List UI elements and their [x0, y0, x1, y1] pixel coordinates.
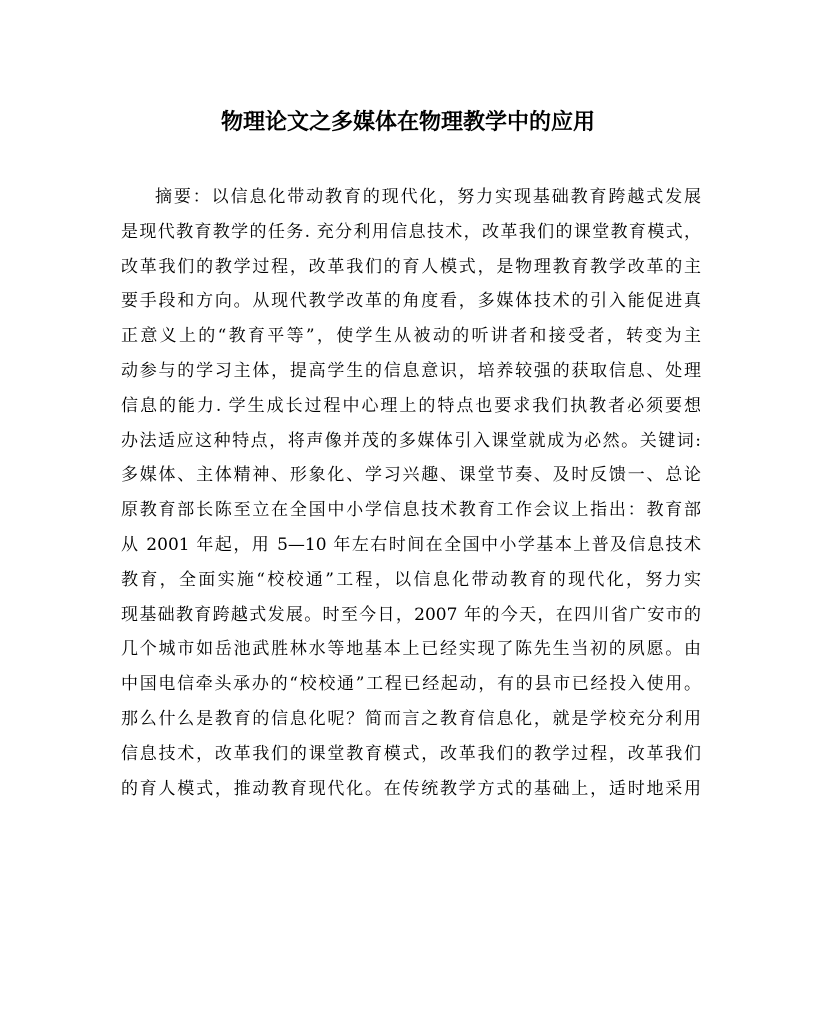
- body-line: 要手段和方向。从现代教学改革的角度看，多媒体技术的引入能促进真: [121, 291, 701, 312]
- body-line: 正意义上的“教育平等”，使学生从被动的听讲者和接受者，转变为主: [121, 326, 701, 347]
- body-line: 原教育部长陈至立在全国中小学信息技术教育工作会议上指出：教育部: [121, 500, 701, 521]
- body-line: 摘要：以信息化带动教育的现代化，努力实现基础教育跨越式发展: [155, 187, 701, 207]
- body-line: 的育人模式，推动教育现代化。在传统教学方式的基础上，适时地采用: [121, 778, 701, 799]
- body-line: 改革我们的教学过程，改革我们的育人模式，是物理教育教学改革的主: [121, 256, 701, 277]
- document-title: 物理论文之多媒体在物理教学中的应用: [220, 109, 595, 135]
- body-line: 动参与的学习主体，提高学生的信息意识，培养较强的获取信息、处理: [121, 360, 701, 381]
- body-line: 信息技术，改革我们的课堂教育模式，改革我们的教学过程，改革我们: [121, 743, 701, 764]
- body-line: 是现代教育教学的任务. 充分利用信息技术，改革我们的课堂教育模式，: [121, 221, 701, 242]
- body-line: 多媒体、主体精神、形象化、学习兴趣、课堂节奏、及时反馈一、总论: [121, 465, 701, 486]
- body-line: 教育，全面实施“校校通”工程，以信息化带动教育的现代化，努力实: [121, 569, 701, 590]
- document-body: [121, 180, 701, 806]
- body-line: 几个城市如岳池武胜林水等地基本上已经实现了陈先生当初的夙愿。由: [121, 639, 701, 660]
- body-line: 那么什么是教育的信息化呢？简而言之教育信息化，就是学校充分利用: [121, 708, 701, 729]
- body-line: 中国电信牵头承办的“校校通”工程已经起动，有的县市已经投入使用。: [121, 674, 701, 695]
- body-line: 从 2001 年起，用 5—10 年左右时间在全国中小学基本上普及信息技术: [121, 534, 701, 555]
- body-line: 信息的能力. 学生成长过程中心理上的特点也要求我们执教者必须要想: [121, 395, 701, 416]
- body-line: 办法适应这种特点，将声像并茂的多媒体引入课堂就成为必然。关键词:: [121, 430, 701, 451]
- body-line: 现基础教育跨越式发展。时至今日，2007 年的今天，在四川省广安市的: [121, 604, 701, 625]
